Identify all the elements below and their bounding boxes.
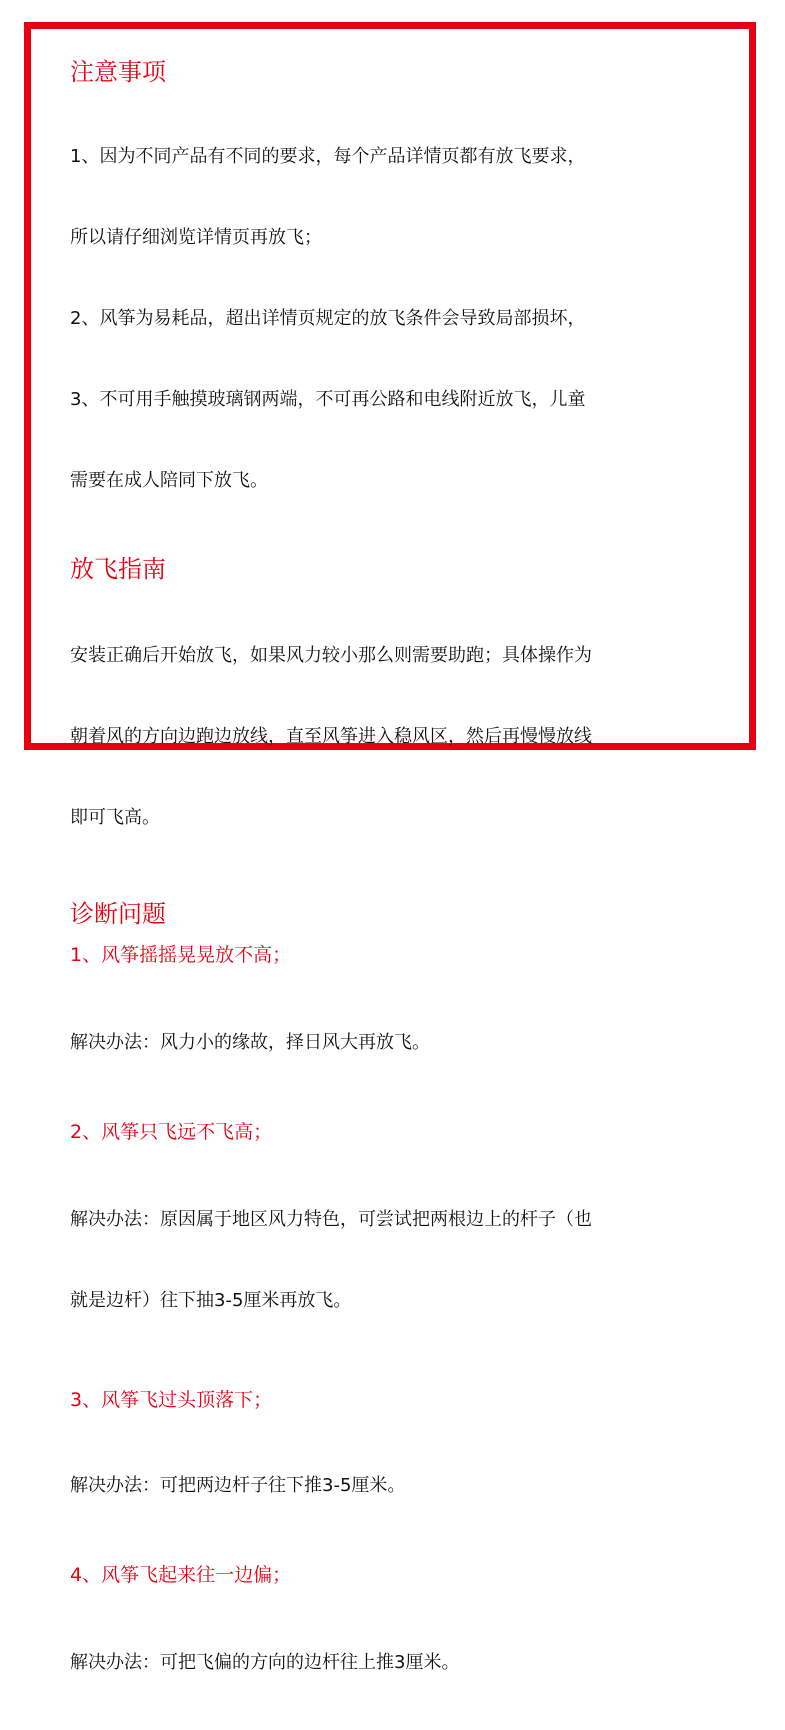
solution-line: 解决办法：原因属于地区风力特色，可尝试把两根边上的杆子（也: [70, 1209, 592, 1230]
guide-line: 朝着风的方向边跑边放线，直至风筝进入稳风区，然后再慢慢放线: [70, 726, 592, 747]
notes-line: 需要在成人陪同下放飞。: [70, 470, 268, 491]
solution-line: 解决办法：可把飞偏的方向的边杆往上推3厘米。: [70, 1652, 460, 1673]
notes-line: 3、不可用手触摸玻璃钢两端，不可再公路和电线附近放飞，儿童: [70, 389, 586, 410]
solution-line: 解决办法：可把两边杆子往下推3-5厘米。: [70, 1475, 406, 1496]
problem-title: 1、风筝摇摇晃晃放不高；: [70, 944, 292, 966]
problem-solution: [70, 1152, 750, 1368]
guide-heading: 放飞指南: [70, 555, 166, 583]
notes-heading: 注意事项: [70, 58, 166, 86]
diagnosis-heading: 诊断问题: [70, 900, 166, 928]
content-area: [70, 57, 750, 1730]
problem-title: 4、风筝飞起来往一边偏；: [70, 1564, 292, 1586]
problem-solution: [70, 975, 750, 1110]
solution-line: 就是边杆）往下抽3-5厘米再放飞。: [70, 1290, 352, 1311]
notes-line: 所以请仔细浏览详情页再放飞；: [70, 227, 322, 248]
guide-line: 即可飞高。: [70, 807, 160, 828]
guide-line: 安装正确后开始放飞，如果风力较小那么则需要助跑；具体操作为: [70, 645, 592, 666]
notes-line: 2、风筝为易耗品，超出详情页规定的放飞条件会导致局部损坏，: [70, 308, 586, 329]
problem-title: 2、风筝只飞远不飞高；: [70, 1121, 273, 1143]
notes-line: 1、因为不同产品有不同的要求，每个产品详情页都有放飞要求，: [70, 146, 586, 167]
problem-solution: [70, 1595, 750, 1730]
guide-body: [70, 588, 750, 885]
solution-line: 解决办法：风力小的缘故，择日风大再放飞。: [70, 1032, 430, 1053]
content-frame: [24, 22, 756, 1673]
problem-title: 3、风筝飞过头顶落下；: [70, 1389, 273, 1411]
problem-solution: [70, 1418, 750, 1553]
notes-body: [70, 89, 750, 548]
